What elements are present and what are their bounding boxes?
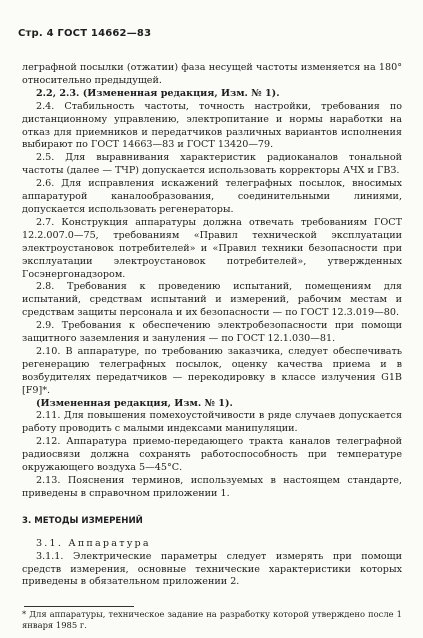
paragraph-2-11: 2.11. Для повышения помехоустойчивости в ряде случаев допускается работу проводить с малыми индексами манипуляции. — [22, 410, 402, 435]
paragraph-2-8: 2.8. Требования к проведению испытаний, помещениям для испытаний, средствам испытаний и измерений, рабочим местам и средствам защиты персонала и их безопасности — по ГОСТ 12.3.019—80. — [22, 281, 402, 319]
body-text — [22, 62, 402, 589]
paragraph-2-10: 2.10. В аппаратуре, по требованию заказчика, следует обеспечивать регенерацию телеграфных посылок, оценку качества приема и в возбудителях передатчиков — перекодировку в классе излучения G1B [F9]*. — [22, 345, 402, 396]
paragraph-2-9: 2.9. Требования к обеспечению электробезопасности при помощи защитного заземления и зануления — по ГОСТ 12.1.030—81. — [22, 320, 402, 345]
footnote: * Для аппаратуры, техническое задание на разработку которой утверждено после 1 января 1985 г. — [22, 609, 402, 630]
amendment-note-2-2: 2.2, 2.3. (Измененная редакция, Изм. № 1). — [36, 87, 280, 99]
paragraph-2-12: 2.12. Аппаратура приемо-передающего тракта каналов телеграфной радиосвязи должна сохранять работоспособность при температуре окружающего воздуха 5—45°С. — [22, 436, 402, 474]
footnote-divider — [24, 606, 134, 607]
paragraph-2-7: 2.7. Конструкция аппаратуры должна отвечать требованиям ГОСТ 12.2.007.0—75, требованиям «Правил технической эксплуатации электроустановок потребителей» и «Правил техники безопасности при эксплуатации электроустановок потребителей», утвержденных Госэнергонадзором. — [22, 216, 402, 280]
section-title: 3. МЕТОДЫ ИЗМЕРЕНИЙ — [22, 515, 143, 526]
subsection-title: 3.1. Аппаратура — [36, 537, 151, 549]
paragraph-continuation: леграфной посылки (отжатии) фаза несущей частоты изменяется на 180° относительно предыдущей. — [22, 62, 402, 86]
paragraph-2-5: 2.5. Для выравнивания характеристик радиоканалов тональной частоты (далее — ТЧР) допускается использовать корректоры АЧХ и ГВЗ. — [22, 152, 402, 177]
paragraph-2-4: 2.4. Стабильность частоты, точность настройки, требования по дистанционному управлению, электропитание и нормы наработки на отказ для приемников и передатчиков различных вариантов исполнения выбирают по ГОСТ 14663—83 и ГОСТ 13420—79. — [22, 100, 402, 151]
paragraph-2-6: 2.6. Для исправления искажений телеграфных посылок, вносимых аппаратурой каналообразования, соединительными линиями, допускается использовать регенераторы. — [22, 178, 402, 215]
paragraph-2-13: 2.13. Пояснения терминов, используемых в настоящем стандарте, приведены в справочном приложении 1. — [22, 475, 402, 499]
amendment-note-2-10: (Измененная редакция, Изм. № 1). — [36, 397, 233, 409]
paragraph-3-1-1: 3.1.1. Электрические параметры следует измерять при помощи средств измерения, основные технические характеристики которых приведены в обязательном приложении 2. — [22, 550, 402, 588]
page-header: Стр. 4 ГОСТ 14662—83 — [18, 28, 152, 39]
